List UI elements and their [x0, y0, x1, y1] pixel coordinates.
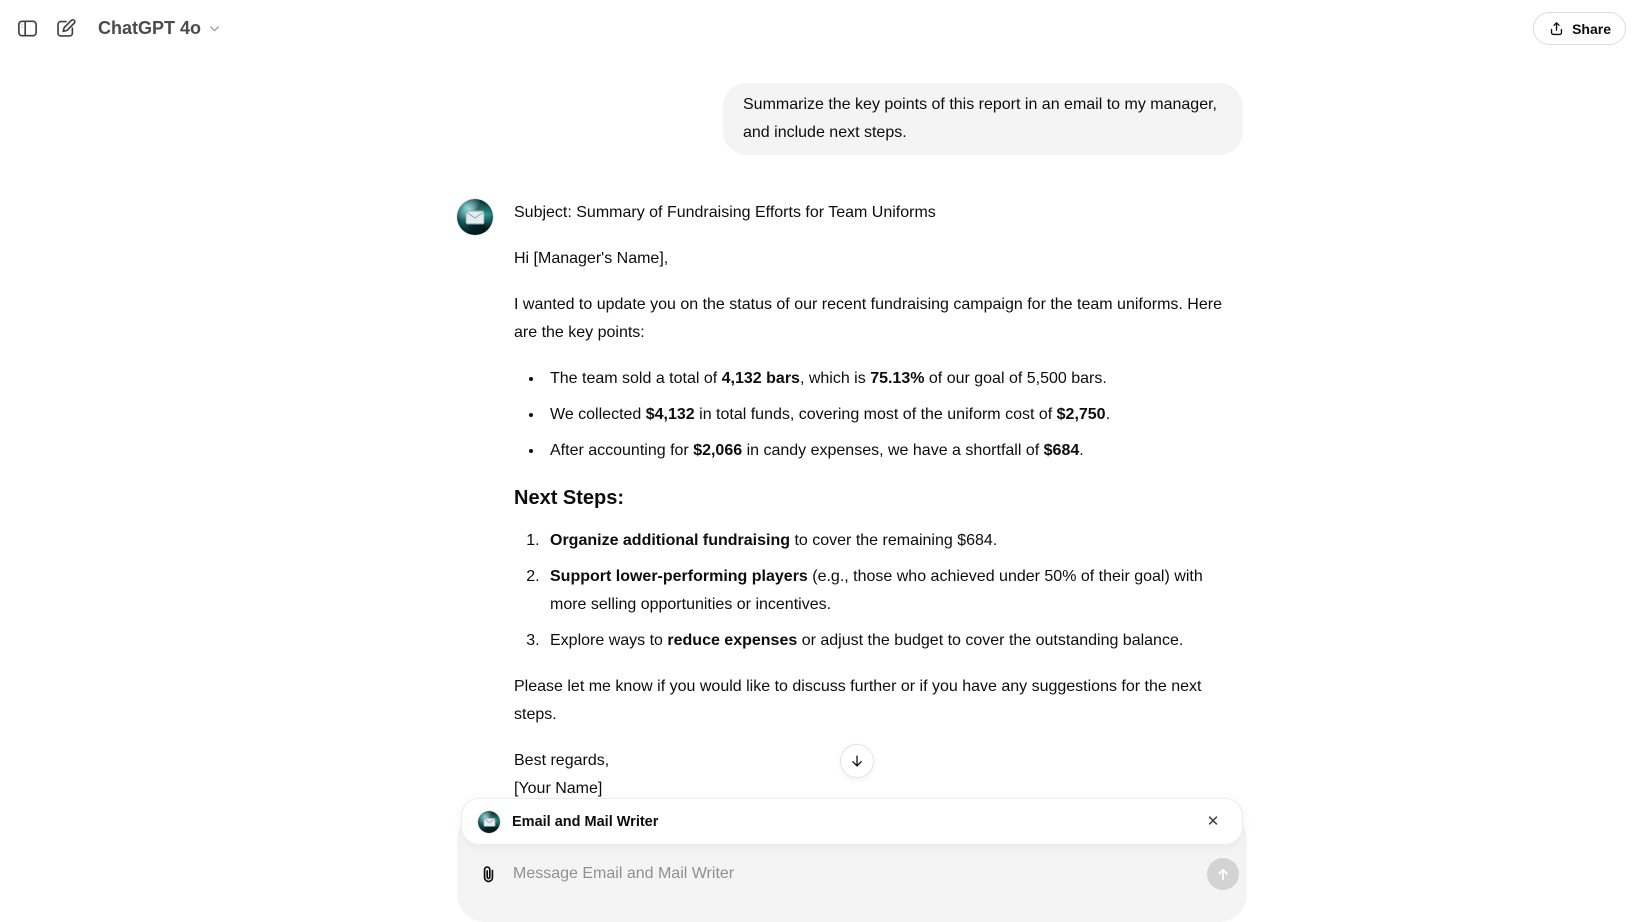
- signoff-line: [Your Name]: [514, 780, 603, 797]
- next-step-item: 3. Explore ways to reduce expenses or adjust the budget to cover the outstanding balance.: [544, 627, 1243, 655]
- gpt-avatar: [457, 199, 493, 235]
- key-point-item: • After accounting for $2,066 in candy expenses, we have a shortfall of $684.: [544, 437, 1243, 465]
- key-point-item: • We collected $4,132 in total funds, covering most of the uniform cost of $2,750.: [544, 401, 1243, 429]
- envelope-icon: [465, 209, 485, 225]
- model-switcher[interactable]: [90, 11, 230, 45]
- email-subject: Subject: Summary of Fundraising Efforts for Team Uniforms: [514, 204, 936, 221]
- panel-left-icon: [16, 17, 39, 40]
- chevron-down-icon: [207, 21, 222, 36]
- signoff-line: Best regards,: [514, 752, 610, 769]
- gpt-avatar-small: [478, 811, 500, 833]
- close-gpt-pill-button[interactable]: [1200, 809, 1226, 835]
- email-intro: I wanted to update you on the status of our recent fundraising campaign for the team uniforms. Here are the key points:: [514, 296, 1222, 341]
- assistant-message-content: [514, 199, 1243, 821]
- new-chat-button[interactable]: [48, 11, 82, 45]
- user-message-bubble: [723, 83, 1243, 155]
- arrow-down-icon: [848, 752, 866, 770]
- next-steps-list: [514, 527, 1243, 655]
- key-points-list: [514, 365, 1243, 465]
- arrow-up-icon: [1214, 865, 1232, 883]
- message-input-row: [463, 854, 1241, 894]
- close-icon: ✕: [1206, 813, 1220, 830]
- user-message-text: Summarize the key points of this report in an email to my manager, and include next steps.: [743, 96, 1217, 141]
- gpt-pill-label: Email and Mail Writer: [512, 813, 659, 830]
- share-upload-icon: [1548, 20, 1565, 37]
- email-closing: Please let me know if you would like to discuss further or if you have any suggestions for the next steps.: [514, 678, 1202, 723]
- share-label: Share: [1572, 20, 1611, 37]
- next-step-item: 2. Support lower-performing players (e.g., those who achieved under 50% of their goal) with more selling opportunities or incentives.: [544, 563, 1243, 619]
- envelope-icon: [483, 817, 496, 827]
- gpt-context-pill[interactable]: [461, 798, 1243, 845]
- paperclip-icon: [478, 864, 499, 885]
- next-step-item: 1. Organize additional fundraising to cover the remaining $684.: [544, 527, 1243, 555]
- next-steps-heading: Next Steps:: [514, 487, 625, 509]
- key-point-item: • The team sold a total of 4,132 bars, which is 75.13% of our goal of 5,500 bars.: [544, 365, 1243, 393]
- top-bar: [0, 0, 1650, 56]
- compose-icon: [54, 17, 77, 40]
- scroll-to-bottom-button[interactable]: [840, 744, 874, 778]
- email-greeting: Hi [Manager's Name],: [514, 250, 669, 267]
- user-message-row: [457, 83, 1243, 155]
- sidebar-toggle-button[interactable]: [10, 11, 44, 45]
- send-button[interactable]: [1207, 858, 1239, 890]
- conversation-thread: [457, 83, 1243, 821]
- model-label: ChatGPT 4o: [98, 17, 202, 38]
- message-input[interactable]: [511, 864, 1207, 884]
- assistant-message: [457, 199, 1243, 821]
- share-button[interactable]: [1533, 12, 1626, 45]
- attach-file-button[interactable]: [471, 857, 505, 891]
- composer: [457, 798, 1247, 896]
